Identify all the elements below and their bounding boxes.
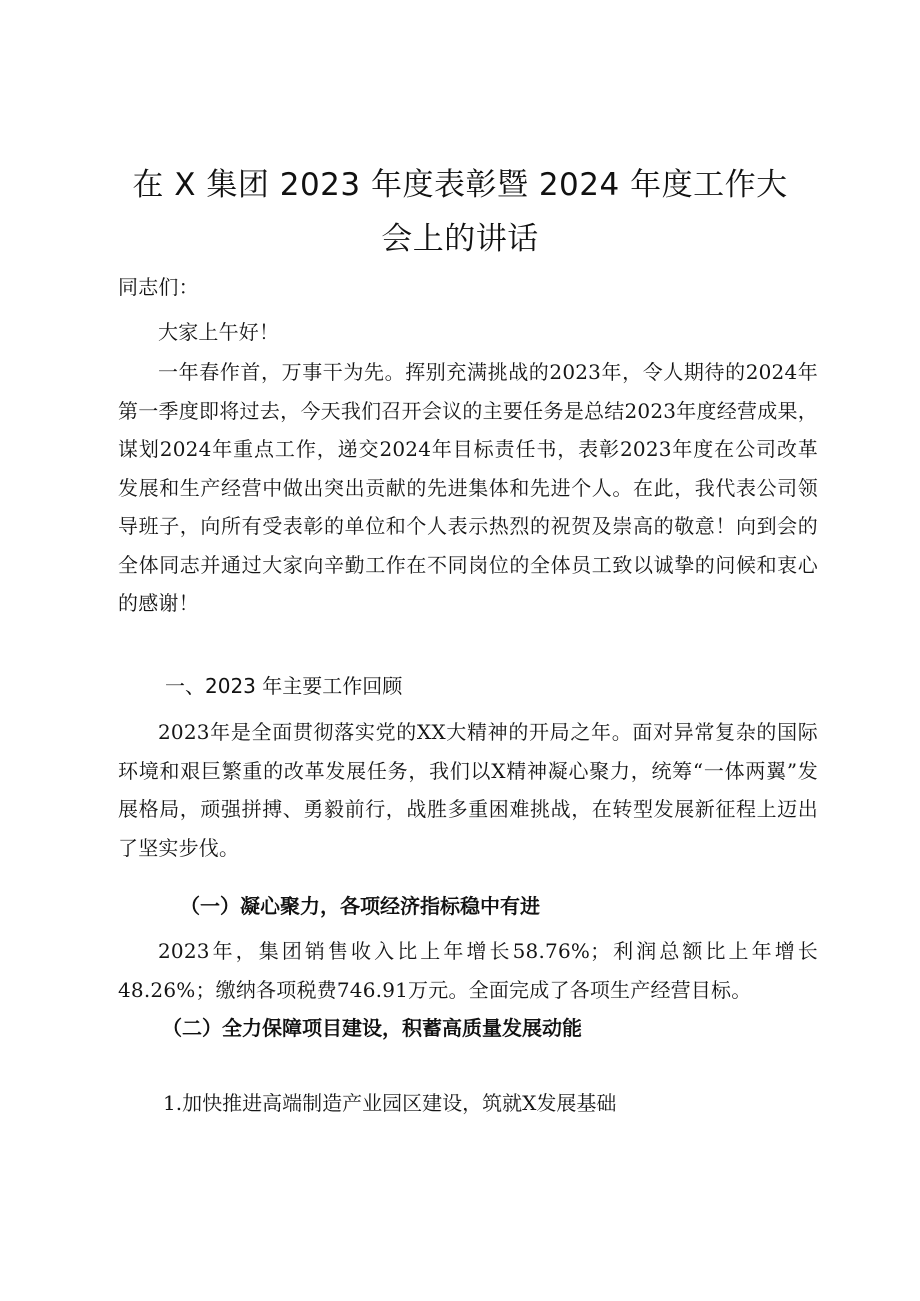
paragraph-opening: 一年春作首，万事干为先。挥别充满挑战的2023年，令人期待的2024年第一季度即将过去，今天我们召开会议的主要任务是总结2023年度经营成果，谋划2024年重点工作，递交2024年目标责任书，表彰2023年度在公司改革发展和生产经营中做出突出贡献的先进集体和先进个人。在此，我代表公司领导班子，向所有受表彰的单位和个人表示热烈的祝贺及崇高的敬意！向到会的全体同志并通过大家向辛勤工作在不同岗位的全体员工致以诚挚的问候和衷心的感谢！ bbox=[118, 360, 818, 615]
paragraph-review: 2023年是全面贯彻落实党的XX大精神的开局之年。面对异常复杂的国际环境和艰巨繁重的改革发展任务，我们以X精神凝心聚力，统筹“一体两翼”发展格局，顽强拼搏、勇毅前行，战胜多重困难挑战，在转型发展新征程上迈出了坚实步伐。 bbox=[118, 720, 818, 860]
document-title-line-2: 会上的讲话 bbox=[381, 221, 539, 257]
subsection-heading-2: （二）全力保障项目建设，积蓄高质量发展动能 bbox=[162, 1016, 582, 1040]
section-heading-1: 一、2023 年主要工作回顾 bbox=[165, 674, 403, 698]
document-title-line-1: 在 X 集团 2023 年度表彰暨 2024 年度工作大 bbox=[132, 167, 788, 203]
paragraph-indicators: 2023年，集团销售收入比上年增长58.76%；利润总额比上年增长48.26%；缴纳各项税费746.91万元。全面完成了各项生产经营目标。 bbox=[118, 939, 818, 1002]
list-item-1: 1.加快推进高端制造产业园区建设，筑就X发展基础 bbox=[163, 1091, 617, 1115]
greeting: 大家上午好！ bbox=[158, 320, 280, 344]
salutation: 同志们： bbox=[118, 275, 199, 299]
subsection-heading-1: （一）凝心聚力，各项经济指标稳中有进 bbox=[180, 894, 540, 918]
